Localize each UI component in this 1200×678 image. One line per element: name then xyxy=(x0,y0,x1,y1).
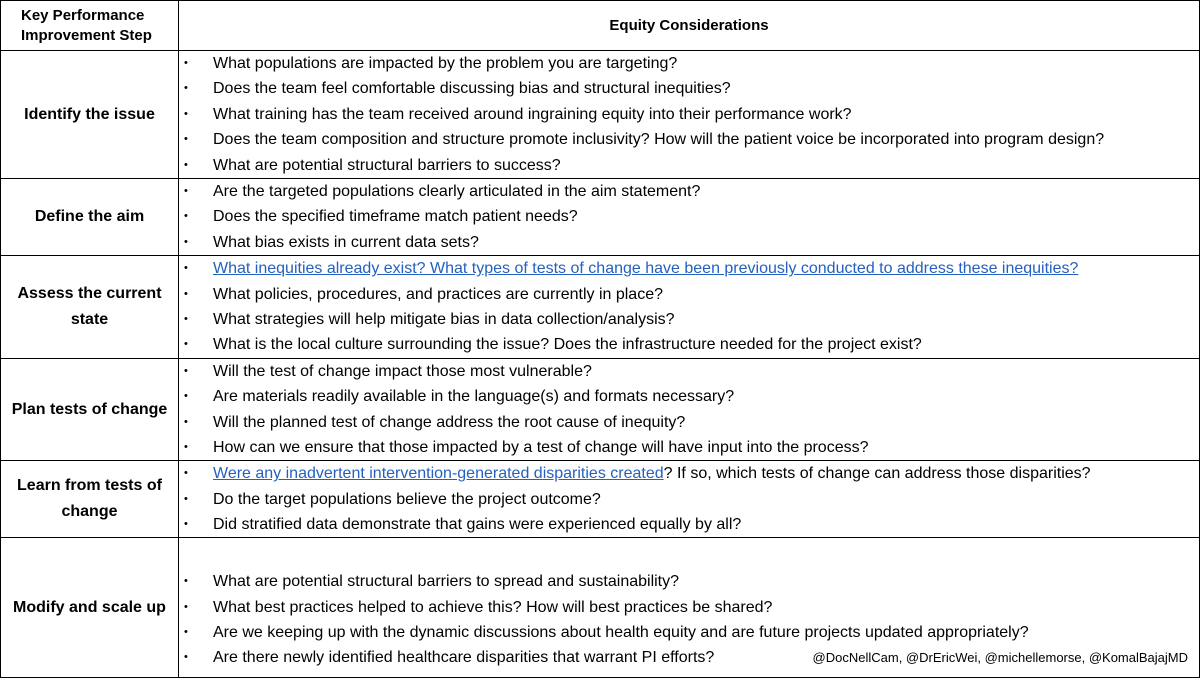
consideration-text: Do the target populations believe the project outcome? xyxy=(213,490,601,508)
step-cell: Define the aim xyxy=(1,179,179,256)
consideration-item xyxy=(179,256,1199,281)
step-cell: Assess the current state xyxy=(1,256,179,359)
bullet-icon: • xyxy=(184,287,188,300)
bullet-icon: • xyxy=(184,338,188,351)
author-credit: @DocNellCam, @DrEricWei, @michellemorse, @KomalBajajMD xyxy=(812,650,1188,665)
bullet-icon: • xyxy=(184,390,188,403)
consideration-item xyxy=(179,487,1199,512)
consideration-item xyxy=(179,307,1199,332)
bullet-icon: • xyxy=(184,107,188,120)
bullet-icon: • xyxy=(184,82,188,95)
consideration-text: What strategies will help mitigate bias in data collection/analysis? xyxy=(213,310,675,328)
consideration-text: Are we keeping up with the dynamic discussions about health equity and are future projects updated appropriately? xyxy=(213,623,1029,641)
consideration-item xyxy=(179,204,1199,229)
bullet-icon: • xyxy=(184,57,188,70)
consideration-item xyxy=(179,76,1199,101)
consideration-item xyxy=(179,282,1199,307)
consideration-text: ? If so, which tests of change can address those disparities? xyxy=(663,465,1091,483)
table-row xyxy=(1,461,1200,538)
consideration-item xyxy=(179,435,1199,460)
bullet-icon: • xyxy=(184,600,188,613)
bullet-icon: • xyxy=(184,235,188,248)
consideration-text: Are the targeted populations clearly articulated in the aim statement? xyxy=(213,183,701,200)
consideration-item xyxy=(179,332,1199,357)
consideration-item xyxy=(179,51,1199,76)
consideration-item xyxy=(179,359,1199,384)
considerations-list xyxy=(179,51,1199,178)
considerations-list xyxy=(179,256,1199,358)
consideration-text: Will the planned test of change address the root cause of inequity? xyxy=(213,413,686,431)
consideration-text: How can we ensure that those impacted by a test of change will have input into the process? xyxy=(213,438,869,456)
bullet-icon: • xyxy=(184,133,188,146)
consideration-item xyxy=(179,153,1199,178)
consideration-link[interactable]: Were any inadvertent intervention-generated disparities created xyxy=(213,465,664,483)
considerations-cell xyxy=(179,256,1200,359)
considerations-cell xyxy=(179,51,1200,179)
bullet-icon: • xyxy=(184,625,188,638)
consideration-text: Does the team composition and structure promote inclusivity? How will the patient voice be incorporated into program design? xyxy=(213,131,1105,149)
consideration-item xyxy=(179,569,1199,594)
consideration-link[interactable]: What inequities already exist? What types of tests of change have been previously conducted to address these inequities? xyxy=(213,260,1079,278)
consideration-text: Does the specified timeframe match patient needs? xyxy=(213,208,578,226)
bullet-icon: • xyxy=(184,518,188,531)
consideration-item xyxy=(179,512,1199,537)
bullet-icon: • xyxy=(184,575,188,588)
consideration-item xyxy=(179,410,1199,435)
step-cell: Modify and scale up xyxy=(1,538,179,678)
consideration-text: What training has the team received around ingraining equity into their performance work? xyxy=(213,105,852,123)
consideration-item xyxy=(179,102,1199,127)
consideration-text: What is the local culture surrounding the issue? Does the infrastructure needed for the project exist? xyxy=(213,336,922,354)
consideration-text: What policies, procedures, and practices are currently in place? xyxy=(213,285,663,303)
header-equity-considerations: Equity Considerations xyxy=(179,1,1200,51)
consideration-item xyxy=(179,179,1199,204)
bullet-icon: • xyxy=(184,440,188,453)
consideration-text: Are materials readily available in the language(s) and formats necessary? xyxy=(213,388,735,406)
consideration-item xyxy=(179,461,1199,486)
bullet-icon: • xyxy=(184,158,188,171)
table-row xyxy=(1,358,1200,461)
consideration-text: What are potential structural barriers to success? xyxy=(213,156,561,174)
consideration-text: What populations are impacted by the problem you are targeting? xyxy=(213,55,678,73)
bullet-icon: • xyxy=(184,312,188,325)
consideration-item xyxy=(179,595,1199,620)
bullet-icon: • xyxy=(184,185,188,197)
bullet-icon: • xyxy=(184,651,188,664)
step-cell: Identify the issue xyxy=(1,51,179,179)
step-cell: Learn from tests of change xyxy=(1,461,179,538)
considerations-list xyxy=(179,359,1199,461)
bullet-icon: • xyxy=(184,492,188,505)
consideration-text: Does the team feel comfortable discussing bias and structural inequities? xyxy=(213,80,731,98)
consideration-item xyxy=(179,620,1199,645)
considerations-cell xyxy=(179,358,1200,461)
bullet-icon: • xyxy=(184,467,188,480)
considerations-list xyxy=(179,461,1199,537)
considerations-list xyxy=(179,179,1199,255)
table-row xyxy=(1,256,1200,359)
consideration-text: What bias exists in current data sets? xyxy=(213,233,479,251)
table-row xyxy=(1,51,1200,179)
bullet-icon: • xyxy=(184,415,188,428)
consideration-text: What best practices helped to achieve this? How will best practices be shared? xyxy=(213,598,773,616)
consideration-item xyxy=(179,230,1199,255)
bullet-icon: • xyxy=(184,364,188,377)
consideration-text: Did stratified data demonstrate that gains were experienced equally by all? xyxy=(213,516,742,534)
bullet-icon: • xyxy=(184,210,188,223)
consideration-text: Are there newly identified healthcare disparities that warrant PI efforts? xyxy=(213,649,715,667)
header-row xyxy=(1,1,1200,51)
table-row xyxy=(1,179,1200,256)
considerations-cell xyxy=(179,461,1200,538)
consideration-item xyxy=(179,127,1199,152)
step-cell: Plan tests of change xyxy=(1,358,179,461)
consideration-text: Will the test of change impact those most vulnerable? xyxy=(213,362,592,380)
considerations-cell xyxy=(179,179,1200,256)
consideration-text: What are potential structural barriers to spread and sustainability? xyxy=(213,573,680,591)
consideration-item xyxy=(179,384,1199,409)
bullet-icon: • xyxy=(184,262,188,275)
header-step: Key Performance Improvement Step xyxy=(1,1,179,51)
